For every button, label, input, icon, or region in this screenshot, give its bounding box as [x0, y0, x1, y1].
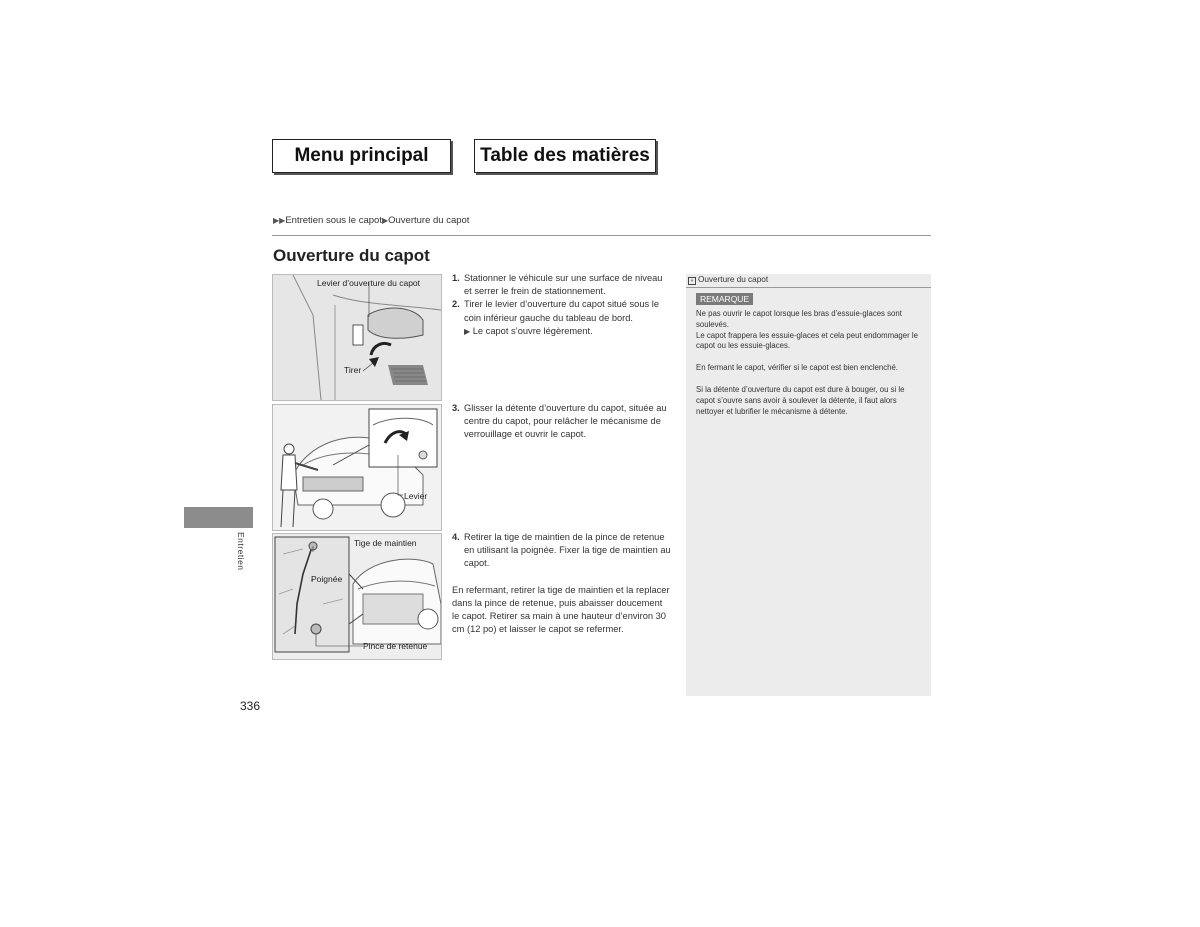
table-of-contents-button[interactable]: Table des matières	[474, 139, 656, 173]
header-divider	[272, 235, 931, 236]
hood-latch-illustration	[272, 404, 442, 531]
step-result-text: Le capot s’ouvre légèrement.	[472, 325, 593, 336]
callout-hood-release-lever: Levier d’ouverture du capot	[317, 278, 421, 288]
reference-icon: »	[688, 277, 696, 285]
step-2-result	[452, 325, 672, 338]
notice-badge: REMARQUE	[696, 293, 753, 305]
callout-lever: Levier	[404, 491, 428, 501]
step-text: Glisser la détente d’ouverture du capot, située au centre du capot, pour relâcher le mécanisme de verrouillage et ouvrir le capot.	[464, 403, 667, 440]
hood-support-rod-illustration	[272, 533, 442, 660]
page-title: Ouverture du capot	[273, 246, 430, 265]
callout-handle: Poignée	[311, 574, 343, 584]
step-4	[452, 531, 672, 571]
breadcrumb	[273, 215, 469, 226]
page-number: 336	[240, 699, 261, 713]
step-3	[452, 402, 672, 442]
sidebar-note-panel	[686, 274, 931, 696]
breadcrumb-item-maintenance[interactable]: Entretien sous le capot	[285, 215, 382, 226]
hood-release-lever-illustration	[272, 274, 442, 401]
callout-support-rod: Tige de maintien	[354, 538, 417, 548]
sidebar-note: En fermant le capot, vérifier si le capot est bien enclenché.	[696, 363, 898, 373]
step-1	[452, 272, 672, 298]
step-number: 4.	[452, 532, 460, 542]
callout-retaining-clip: Pince de retenue	[363, 641, 428, 651]
breadcrumb-arrow-icon: ▶▶	[273, 216, 286, 225]
sidebar-heading	[686, 274, 931, 288]
step-number: 2.	[452, 299, 460, 310]
steps-group-2	[452, 402, 672, 442]
step-number: 3.	[452, 403, 460, 413]
triangle-right-icon: ▶	[464, 326, 471, 336]
steps-group-3	[452, 531, 672, 636]
sidebar-note: Si la détente d’ouverture du capot est dure à bouger, ou si le capot s’ouvre sans avoir à soulever la détente, il faut alors nettoyer et lubrifier le mécanisme à détente.	[696, 384, 905, 416]
sidebar-note: Ne pas ouvrir le capot lorsque les bras d’essuie-glaces sont soulevés.	[696, 309, 902, 329]
callout-pull: Tirer	[344, 365, 362, 375]
breadcrumb-arrow-icon: ▶	[381, 216, 389, 225]
section-tab-marker[interactable]	[184, 507, 253, 528]
step-text: Retirer la tige de maintien de la pince de retenue en utilisant la poignée. Fixer la tige de maintien au capot.	[464, 532, 671, 569]
breadcrumb-item-current: Ouverture du capot	[388, 215, 470, 226]
step-text: Stationner le véhicule sur une surface de niveau et serrer le frein de stationnement.	[464, 273, 663, 297]
section-tab-label: Entretien	[236, 532, 246, 571]
step-2	[452, 298, 672, 324]
step-number: 1.	[452, 273, 460, 283]
main-menu-button[interactable]: Menu principal	[272, 139, 451, 173]
steps-group-1	[452, 272, 672, 338]
sidebar-note: Le capot frappera les essuie-glaces et cela peut endommager le capot ou les essuie-glaces.	[696, 330, 918, 351]
closing-paragraph: En refermant, retirer la tige de maintien et la replacer dans la pince de retenue, puis abaisser doucement le capot. Retirer sa main à une hauteur d’environ 30 cm (12 po) et laisser le capot se refermer.	[452, 584, 670, 635]
sidebar-heading-text: Ouverture du capot	[698, 275, 769, 284]
step-text: Tirer le levier d’ouverture du capot situé sous le coin inférieur gauche du tableau de bord.	[464, 299, 659, 323]
